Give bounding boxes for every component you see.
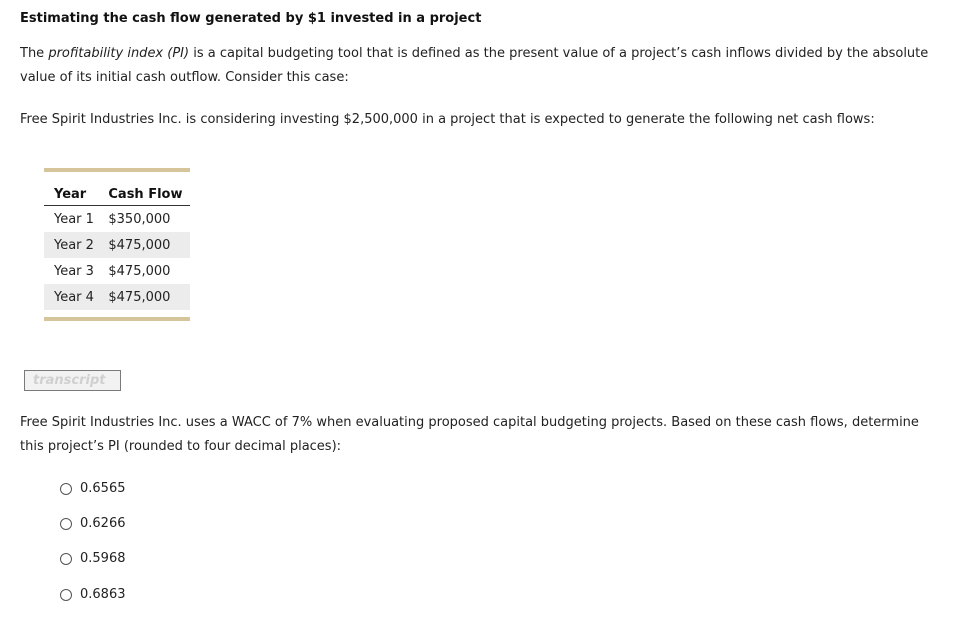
cell-cash-flow: $475,000 xyxy=(98,284,190,310)
table-bottom-rule xyxy=(44,317,190,321)
answer-option[interactable] xyxy=(60,551,126,566)
table-header-row xyxy=(44,172,190,206)
answer-option[interactable] xyxy=(60,516,126,531)
cell-cash-flow: $475,000 xyxy=(108,263,171,279)
option-label: 0.6266 xyxy=(80,516,126,531)
cell-year: Year 4 xyxy=(44,284,98,310)
intro-text-1: The xyxy=(20,46,49,61)
answer-option[interactable] xyxy=(60,481,126,496)
table-bottom-spacer xyxy=(44,310,190,317)
case-paragraph: Free Spirit Industries Inc. is considering investing $2,500,000 in a project that is expected to generate the following net cash flows: xyxy=(20,112,875,127)
cell-cash-flow: $350,000 xyxy=(108,211,171,227)
intro-term: profitability index (PI) xyxy=(48,46,190,61)
table-row xyxy=(44,232,190,258)
radio-button-icon[interactable] xyxy=(60,553,72,565)
cell-cash-flow: $475,000 xyxy=(98,232,190,258)
intro-text-2: is a capital budgeting tool that is defined as the present value of a project’s cash inflows divided by the absolute value of its initial cash outflow. Consider this case: xyxy=(20,46,929,85)
radio-button-icon[interactable] xyxy=(60,483,72,495)
table-row xyxy=(44,284,190,310)
option-label: 0.6565 xyxy=(80,481,126,496)
cell-year: Year 1 xyxy=(54,211,94,227)
page-title: Estimating the cash flow generated by $1 invested in a project xyxy=(20,11,482,26)
radio-button-icon[interactable] xyxy=(60,518,72,530)
header-year: Year xyxy=(44,172,98,206)
cell-year: Year 3 xyxy=(54,263,94,279)
answer-option[interactable] xyxy=(60,587,126,602)
question-text: Free Spirit Industries Inc. uses a WACC of 7% when evaluating proposed capital budgeting projects. Based on these cash flows, determine this project’s PI (rounded to four decimal places): xyxy=(20,415,919,454)
cash-flow-table xyxy=(44,168,190,321)
intro-paragraph xyxy=(20,42,955,90)
table-row xyxy=(44,258,190,284)
option-label: 0.5968 xyxy=(80,551,126,566)
header-cash-flow: Cash Flow xyxy=(98,172,190,206)
table-row xyxy=(44,206,190,233)
radio-button-icon[interactable] xyxy=(60,589,72,601)
option-label: 0.6863 xyxy=(80,587,126,602)
transcript-button[interactable]: transcript xyxy=(24,370,121,391)
cell-year: Year 2 xyxy=(44,232,98,258)
